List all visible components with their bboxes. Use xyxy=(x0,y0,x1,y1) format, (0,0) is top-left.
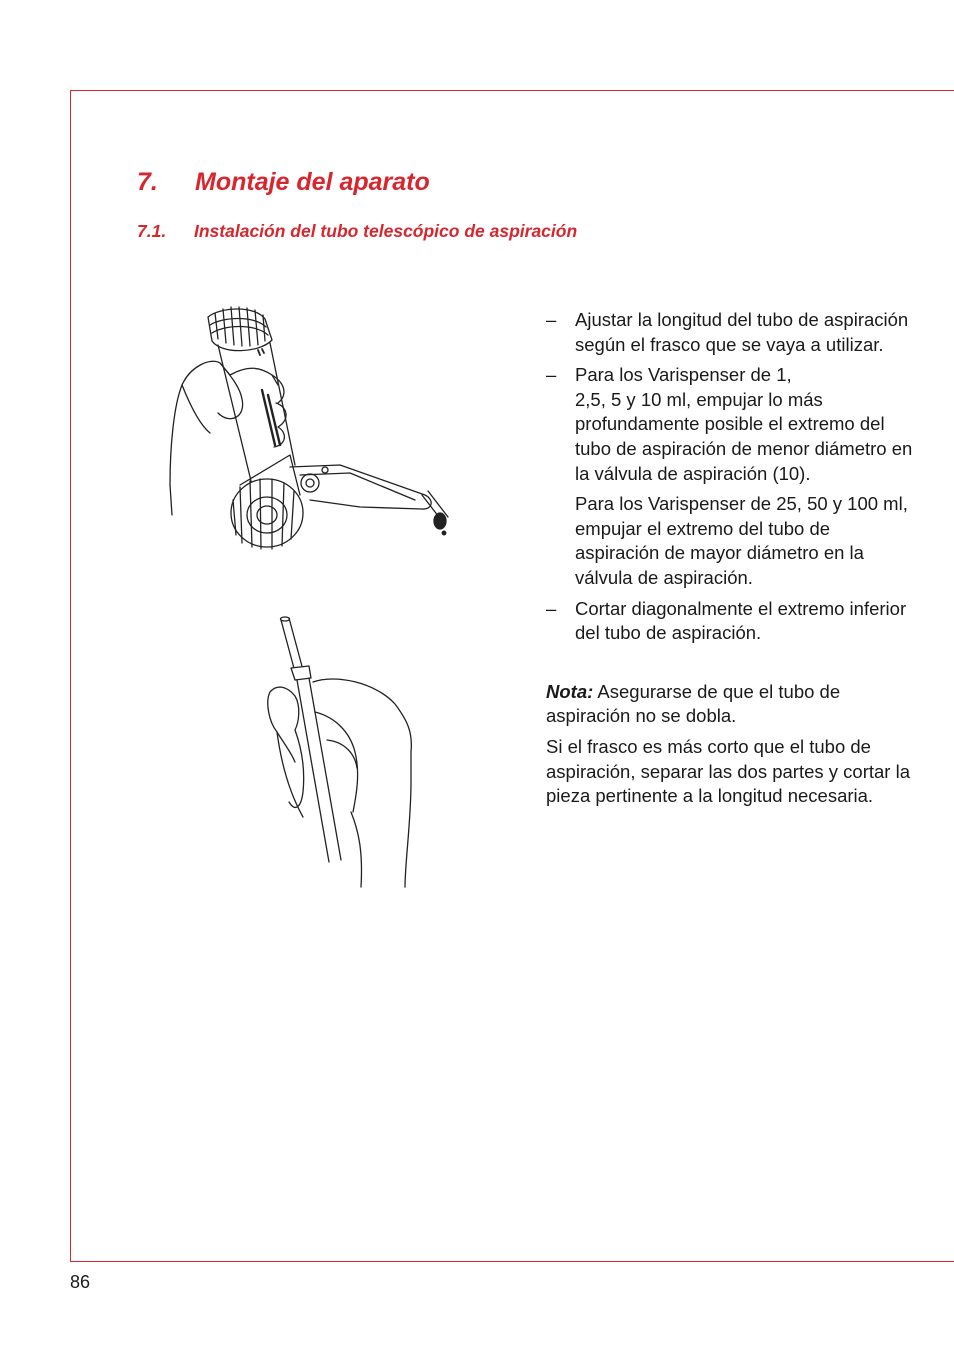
dash-bullet: – xyxy=(546,309,557,330)
instruction-item xyxy=(546,363,916,590)
dash-bullet: – xyxy=(546,364,557,386)
section-number: 7. xyxy=(137,168,158,196)
note-paragraph xyxy=(546,680,916,729)
frame-left-rule xyxy=(70,90,71,1262)
dash-bullet: – xyxy=(546,597,557,619)
valve-assembly-illustration xyxy=(160,295,460,560)
frame-top-rule xyxy=(70,90,954,91)
note-paragraph: Si el frasco es más corto que el tubo de aspiración, separar las dos partes y cortar la pieza pertinente a la longitud necesaria. xyxy=(546,735,911,807)
note-block xyxy=(546,680,916,809)
note-label: Nota: xyxy=(546,680,594,702)
page-number: 86 xyxy=(70,1272,91,1292)
subsection-number: 7.1. xyxy=(137,221,167,241)
subsection-heading xyxy=(137,221,577,242)
instruction-item xyxy=(546,597,916,646)
telescopic-tube-illustration xyxy=(255,612,425,897)
instruction-line: Para los Varispenser de 1, xyxy=(575,364,792,386)
note-text: Asegurarse de que el tubo de aspiración no se dobla. xyxy=(546,680,841,727)
instruction-text: Para los Varispenser de 25, 50 y 100 ml, empujar el extremo del tubo de aspiración de mayor diámetro en la válvula de aspiración. xyxy=(575,493,908,588)
instruction-text: Cortar diagonalmente el extremo inferior del tubo de aspiración. xyxy=(575,597,907,644)
instruction-line: 2,5, 5 y 10 ml, empujar lo más profundamente posible el extremo del tubo de aspiración de menor diámetro en la válvula de aspiración (10). xyxy=(575,388,913,484)
instruction-item xyxy=(546,308,916,357)
instructions-column xyxy=(546,308,916,815)
section-heading xyxy=(137,168,430,197)
frame-bottom-rule xyxy=(70,1261,954,1262)
instruction-text xyxy=(575,363,916,486)
subsection-title: Instalación del tubo telescópico de aspiración xyxy=(194,221,578,241)
instruction-text: Ajustar la longitud del tubo de aspiración según el frasco que se vaya a utilizar. xyxy=(575,309,909,355)
section-title: Montaje del aparato xyxy=(195,168,430,196)
